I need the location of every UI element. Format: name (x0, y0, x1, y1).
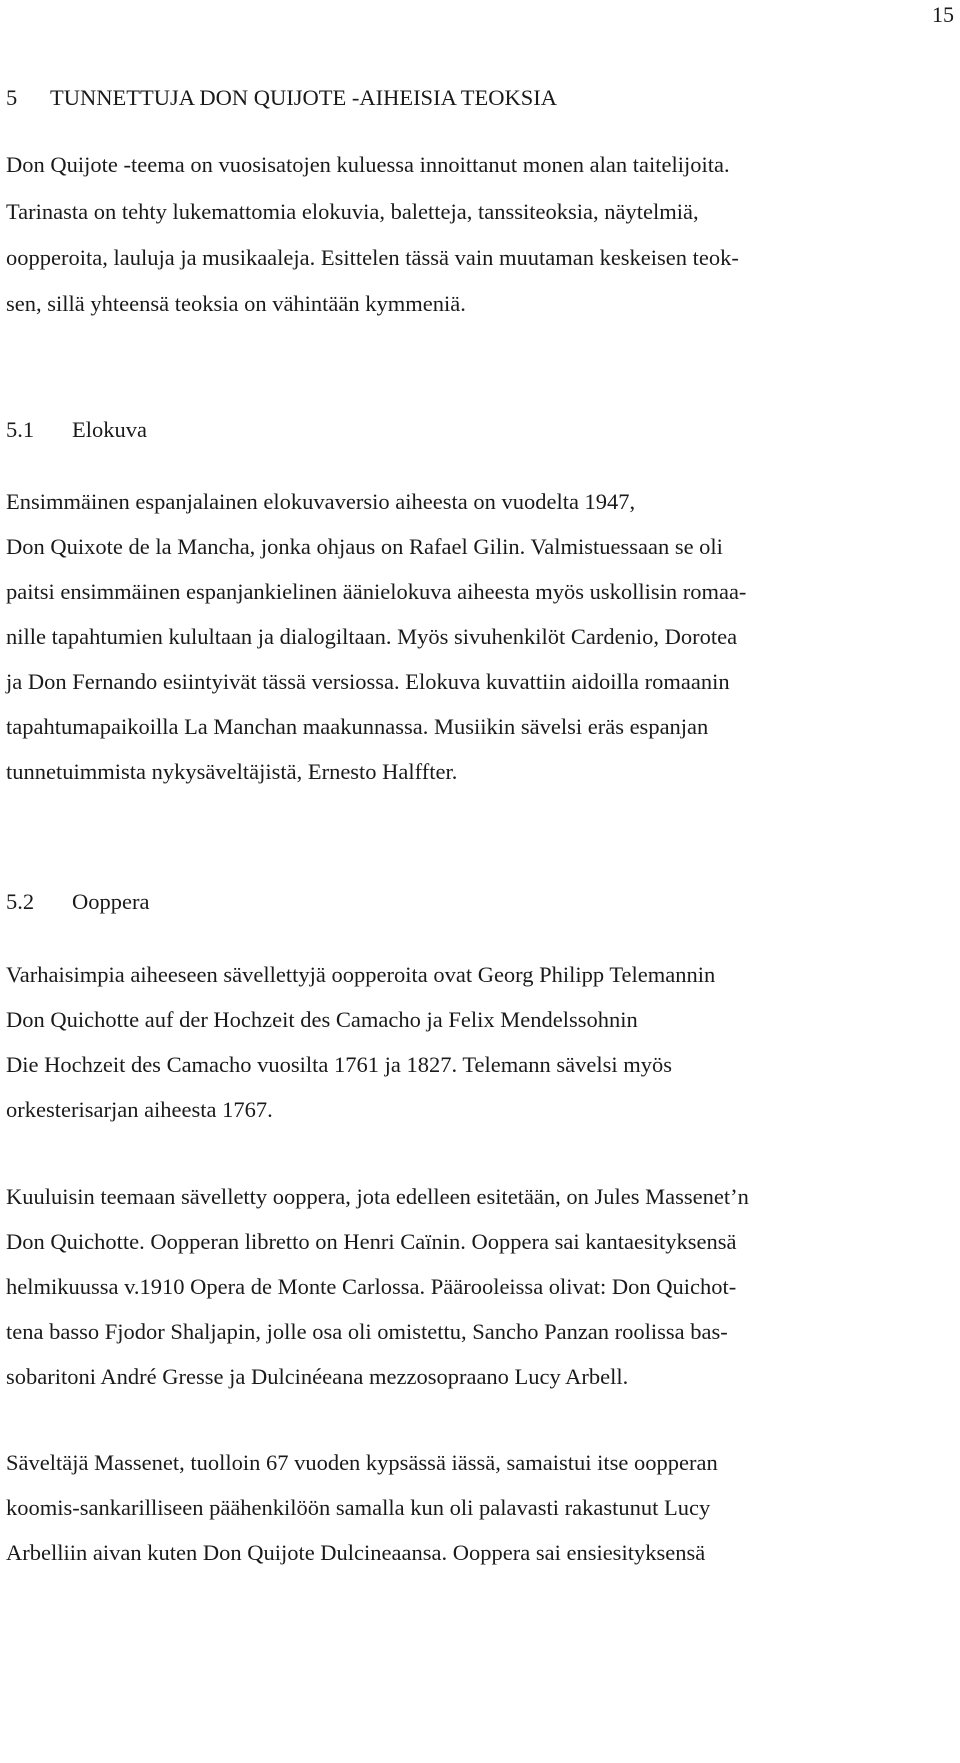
intro-line: Don Quijote -teema on vuosisatojen kuluessa innoittanut monen alan taitelijoita. (6, 152, 730, 177)
section-title: Ooppera (72, 889, 150, 914)
section-5-2-p1-line: Don Quichotte auf der Hochzeit des Camacho ja Felix Mendelssohnin (6, 1007, 638, 1032)
section-5-2-p1-line: Varhaisimpia aiheeseen sävellettyjä oopperoita ovat Georg Philipp Telemannin (6, 962, 716, 987)
section-heading-ooppera (6, 887, 149, 917)
section-5-1-line: Ensimmäinen espanjalainen elokuvaversio aiheesta on vuodelta 1947, (6, 489, 636, 514)
section-5-2-p3-line: Arbelliin aivan kuten Don Quijote Dulcineaansa. Ooppera sai ensiesityksensä (6, 1540, 706, 1565)
section-number: 5.1 (6, 417, 35, 442)
section-number: 5.2 (6, 889, 35, 914)
section-5-2-p2-line: helmikuussa v.1910 Opera de Monte Carlossa. Päärooleissa olivat: Don Quichot- (6, 1274, 737, 1299)
section-5-2-p3-line: koomis-sankarilliseen päähenkilöön samalla kun oli palavasti rakastunut Lucy (6, 1495, 711, 1520)
chapter-number: 5 (6, 85, 18, 110)
intro-line: sen, sillä yhteensä teoksia on vähintään kymmeniä. (6, 291, 466, 316)
chapter-heading (6, 83, 557, 113)
section-5-2-p2-line: sobaritoni André Gresse ja Dulcinéeana mezzosopraano Lucy Arbell. (6, 1364, 629, 1389)
section-5-2-p1-line: Die Hochzeit des Camacho vuosilta 1761 ja 1827. Telemann sävelsi myös (6, 1052, 672, 1077)
section-5-1-line: nille tapahtumien kulultaan ja dialogiltaan. Myös sivuhenkilöt Cardenio, Dorotea (6, 624, 738, 649)
section-5-1-line: Don Quixote de la Mancha, jonka ohjaus on Rafael Gilin. Valmistuessaan se oli (6, 534, 723, 559)
section-5-1-line: ja Don Fernando esiintyivät tässä versiossa. Elokuva kuvattiin aidoilla romaanin (6, 669, 730, 694)
intro-line: Tarinasta on tehty lukemattomia elokuvia, baletteja, tanssiteoksia, näytelmiä, (6, 199, 699, 224)
section-5-2-p2-line: Don Quichotte. Oopperan libretto on Henri Caïnin. Ooppera sai kantaesityksensä (6, 1229, 737, 1254)
section-5-2-p2-line: Kuuluisin teemaan sävelletty ooppera, jota edelleen esitetään, on Jules Massenet’n (6, 1184, 749, 1209)
intro-line: oopperoita, lauluja ja musikaaleja. Esittelen tässä vain muutaman keskeisen teok- (6, 245, 739, 270)
page-number: 15 (932, 2, 954, 27)
section-5-1-line: paitsi ensimmäinen espanjankielinen äänielokuva aiheesta myös uskollisin romaa- (6, 579, 747, 604)
section-5-2-p3-line: Säveltäjä Massenet, tuolloin 67 vuoden kypsässä iässä, samaistui itse oopperan (6, 1450, 718, 1475)
section-5-1-line: tapahtumapaikoilla La Manchan maakunnassa. Musiikin sävelsi eräs espanjan (6, 714, 709, 739)
section-title: Elokuva (72, 417, 147, 442)
section-5-1-line: tunnetuimmista nykysäveltäjistä, Ernesto Halffter. (6, 759, 458, 784)
section-5-2-p1-line: orkesterisarjan aiheesta 1767. (6, 1097, 273, 1122)
section-5-2-p2-line: tena basso Fjodor Shaljapin, jolle osa oli omistettu, Sancho Panzan roolissa bas- (6, 1319, 728, 1344)
chapter-title: TUNNETTUJA DON QUIJOTE -AIHEISIA TEOKSIA (50, 85, 558, 110)
section-heading-elokuva (6, 415, 147, 445)
